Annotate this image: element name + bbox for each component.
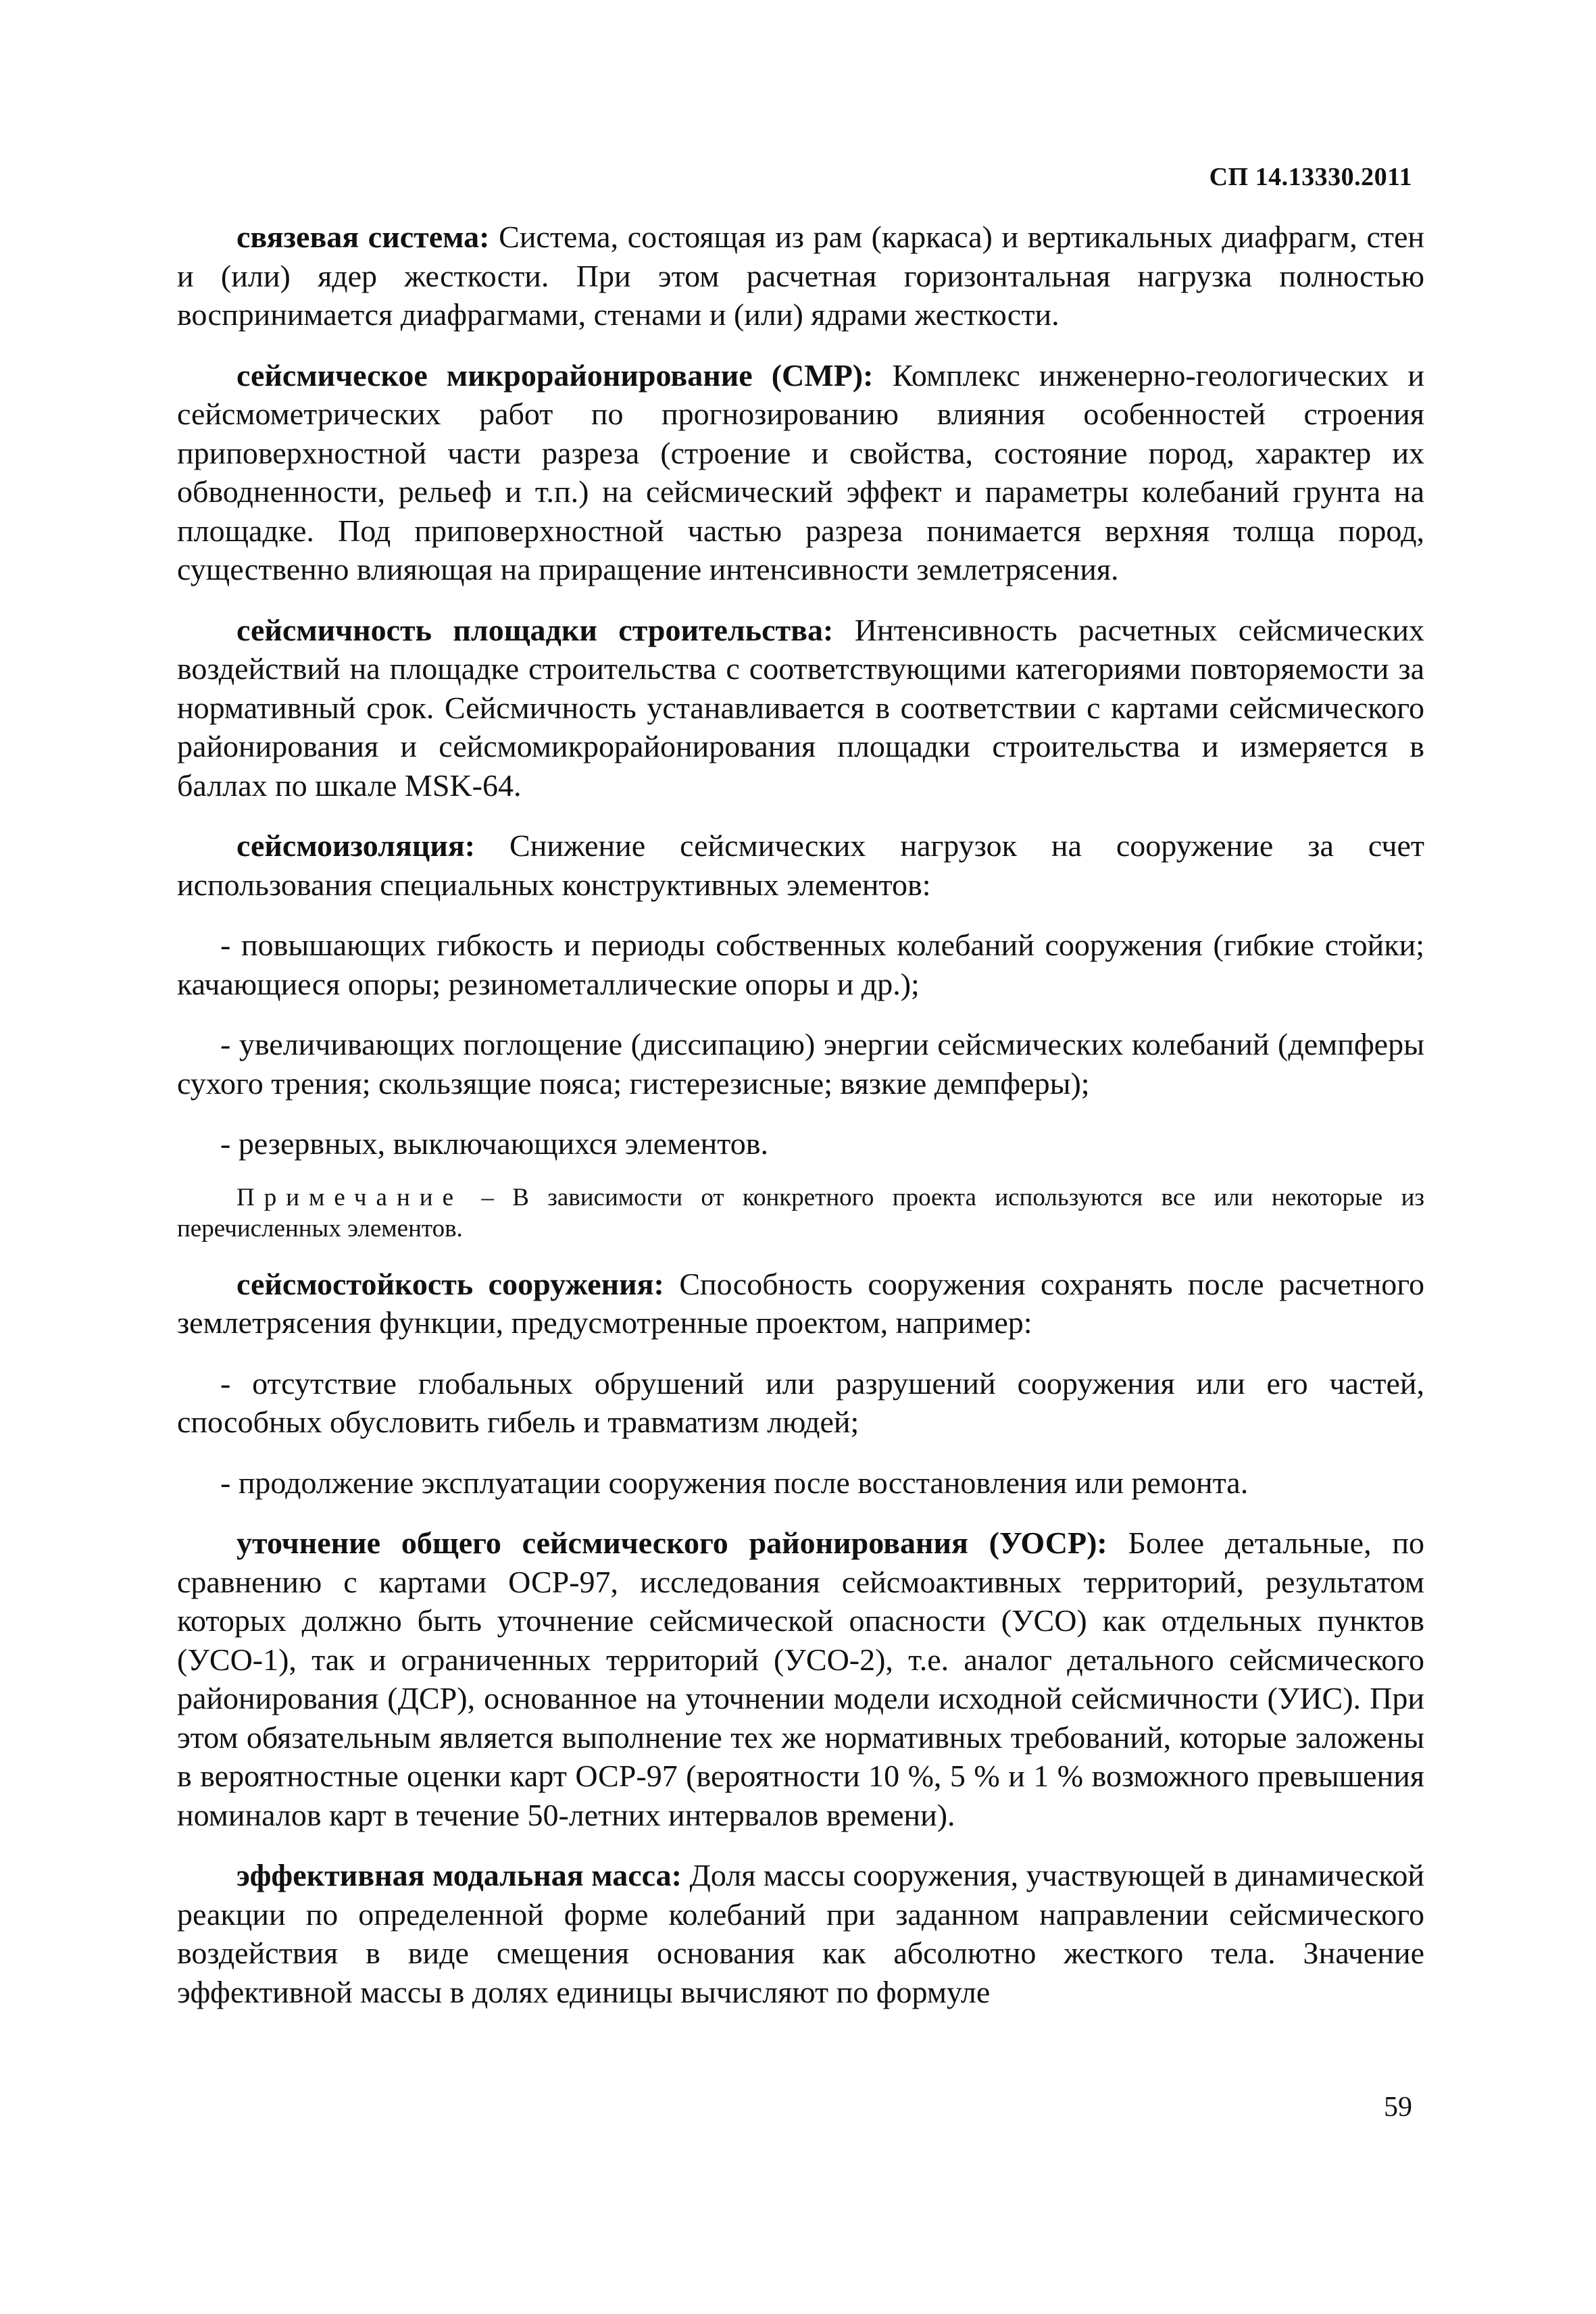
definition-text: Снижение сейсмических нагрузок на сооружение за счет использования специальных конструктивных элементов: <box>177 828 1424 902</box>
definition-seismic-resistance <box>177 1265 1424 1342</box>
list-item: - отсутствие глобальных обрушений или разрушений сооружения или его частей, способных обусловить гибель и травматизм людей; <box>177 1365 1424 1439</box>
page-number: 59 <box>1384 2092 1412 2123</box>
document-code: СП 14.13330.2011 <box>1209 163 1412 191</box>
list-item: - увеличивающих поглощение (диссипацию) энергии сейсмических колебаний (демпферы сухого трения; скользящие пояса; гистерезисные; вязкие демпферы); <box>177 1027 1424 1101</box>
term: сейсмичность площадки строительства: <box>236 612 834 647</box>
note <box>177 1182 1424 1244</box>
term: связевая система: <box>236 220 490 254</box>
note-text: – В зависимости от конкретного проекта используются все или некоторые из перечисленных элементов. <box>177 1183 1424 1242</box>
list-item: - резервных, выключающихся элементов. <box>220 1126 769 1161</box>
list-item: - продолжение эксплуатации сооружения после восстановления или ремонта. <box>220 1465 1249 1500</box>
definition-text: Способность сооружения сохранять после расчетного землетрясения функции, предусмотренные проектом, например: <box>177 1266 1424 1340</box>
definition-text: Доля массы сооружения, участвующей в динамической реакции по определенной форме колебаний при заданном направлении сейсмического воздействия в виде смещения основания как абсолютно жесткого тела. Значение эффективной массы в долях единицы вычисляют по формуле <box>177 1858 1424 2009</box>
definition-general-zoning-refinement <box>177 1524 1424 1834</box>
definition-seismic-isolation <box>177 826 1424 904</box>
definition-seismic-microzoning <box>177 356 1424 589</box>
definition-site-seismicity <box>177 611 1424 805</box>
definition-text: Интенсивность расчетных сейсмических воздействий на площадке строительства с соответствующими категориями повторяемости за нормативный срок. Сейсмичность устанавливается в соответствии с картами сейсмического районирования и сейсмомикрорайонирования площадки строительства и измеряется в баллах по шкале MSK-64. <box>177 612 1424 803</box>
definition-effective-modal-mass <box>177 1856 1424 2011</box>
list-item: - повышающих гибкость и периоды собственных колебаний сооружения (гибкие стойки; качающиеся опоры; резинометаллические опоры и др.); <box>177 928 1424 1001</box>
definition-text: Более детальные, по сравнению с картами ОСР-97, исследования сейсмоактивных территорий, результатом которых должно быть уточнение сейсмической опасности (УСО) как отдельных пунктов (УСО-1), так и ограниченных территорий (УСО-2), т.е. аналог детального сейсмического районирования (ДСР), основанное на уточнении модели исходной сейсмичности (УИС). При этом обязательным является выполнение тех же нормативных требований, которые заложены в вероятностные оценки карт ОСР-97 (вероятности 10 %, 5 % и 1 % возможного превышения номиналов карт в течение 50-летних интервалов времени). <box>177 1526 1424 1832</box>
term: сейсмоизоляция: <box>236 828 476 863</box>
note-label: Примечание <box>236 1183 463 1211</box>
page-body <box>177 218 1424 2033</box>
term: сейсмостойкость сооружения: <box>236 1266 664 1301</box>
definition-bracing-system <box>177 218 1424 334</box>
definition-text: Комплекс инженерно-геологических и сейсмометрических работ по прогнозированию влияния особенностей строения приповерхностной части разреза (строение и свойства, состояние пород, характер их обводненности, рельеф и т.п.) на сейсмический эффект и параметры колебаний грунта на площадке. Под приповерхностной частью разреза понимается верхняя толща пород, существенно влияющая на приращение интенсивности землетрясения. <box>177 357 1424 586</box>
term: уточнение общего сейсмического районирования (УОСР): <box>236 1526 1107 1560</box>
term: эффективная модальная масса: <box>236 1858 682 1892</box>
definition-text: Система, состоящая из рам (каркаса) и вертикальных диафрагм, стен и (или) ядер жесткости. При этом расчетная горизонтальная нагрузка полностью воспринимается диафрагмами, стенами и (или) ядрами жесткости. <box>177 220 1424 332</box>
term: сейсмическое микрорайонирование (СМР): <box>236 357 874 393</box>
